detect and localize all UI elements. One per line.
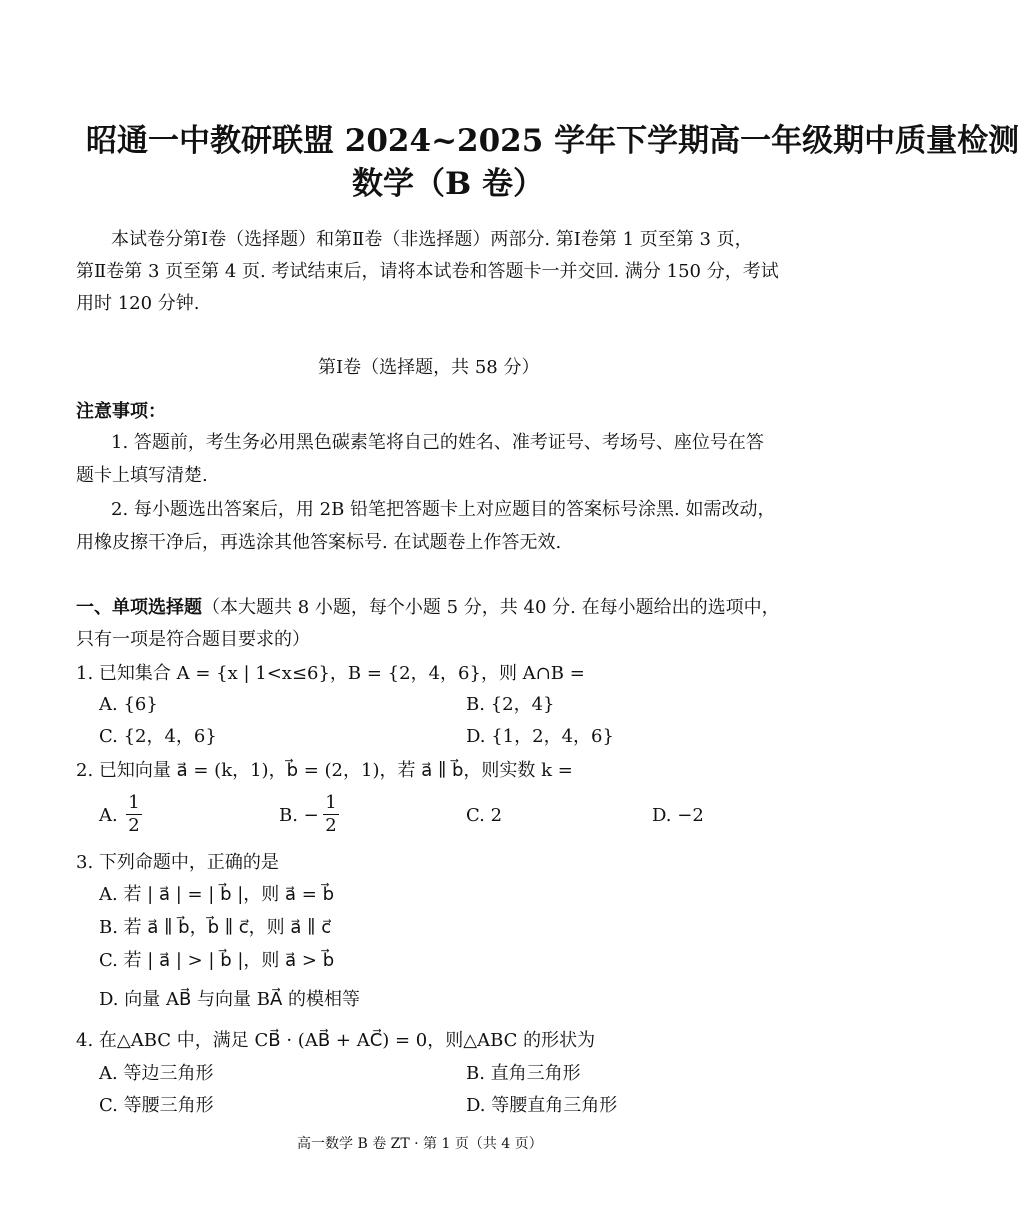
q4-option-d: D. 等腰直角三角形 <box>466 1095 618 1116</box>
intro-line2: 第Ⅱ卷第 3 页至第 4 页. 考试结束后，请将本试卷和答题卡一并交回. 满分 150 分，考试 <box>76 261 779 282</box>
q2-option-a-numerator: 1 <box>128 792 140 813</box>
q1-option-d: D. {1，2，4，6} <box>466 726 614 747</box>
q2-option-b-label: B. − <box>279 805 319 826</box>
section1-title: 第Ⅰ卷（选择题，共 58 分） <box>318 357 540 378</box>
intro-line1: 本试卷分第Ⅰ卷（选择题）和第Ⅱ卷（非选择题）两部分. 第Ⅰ卷第 1 页至第 3 页， <box>111 229 753 250</box>
q3-option-d: D. 向量 AB⃗ 与向量 BA⃗ 的模相等 <box>99 989 361 1010</box>
q2-option-d: D. −2 <box>652 805 704 826</box>
exam-title-line1: 昭通一中教研联盟 2024~2025 学年下学期高一年级期中质量检测 <box>86 123 1019 159</box>
q4-option-c: C. 等腰三角形 <box>99 1095 214 1116</box>
intro-line3: 用时 120 分钟. <box>76 293 200 314</box>
page-footer: 高一数学 B 卷 ZT · 第 1 页（共 4 页） <box>297 1136 543 1152</box>
notice-heading: 注意事项： <box>76 401 166 422</box>
q2-stem: 2. 已知向量 a⃗ = (k，1)，b⃗ = (2，1)，若 a⃗ ∥ b⃗，则实数 k = <box>76 760 573 781</box>
q1-option-b: B. {2，4} <box>466 694 555 715</box>
q2-option-b-denominator: 2 <box>325 815 337 836</box>
q1-option-c: C. {2，4，6} <box>99 726 217 747</box>
part1-heading-line1 <box>76 598 780 618</box>
q1-option-a: A. {6} <box>99 694 158 715</box>
q2-option-a-label: A. <box>99 805 118 826</box>
q3-option-a: A. 若 | a⃗ | = | b⃗ |，则 a⃗ = b⃗ <box>99 884 334 905</box>
q3-option-b: B. 若 a⃗ ∥ b⃗，b⃗ ∥ c⃗，则 a⃗ ∥ c⃗ <box>99 917 332 938</box>
part1-desc: （本大题共 8 小题，每个小题 5 分，共 40 分. 在每小题给出的选项中， <box>202 597 780 618</box>
notice-item2-line2: 用橡皮擦干净后，再选涂其他答案标号. 在试题卷上作答无效. <box>76 532 562 553</box>
q2-option-b-numerator: 1 <box>325 792 337 813</box>
exam-title-line2: 数学（B 卷） <box>352 166 544 202</box>
q2-option-a-fraction <box>126 793 142 836</box>
part1-desc-line2: 只有一项是符合题目要求的） <box>76 629 310 650</box>
q4-option-a: A. 等边三角形 <box>99 1063 214 1084</box>
q2-option-b-fraction <box>323 793 339 836</box>
q2-option-c: C. 2 <box>466 805 503 826</box>
notice-item1-line2: 题卡上填写清楚. <box>76 465 208 486</box>
notice-item1-line1: 1. 答题前，考生务必用黑色碳素笔将自己的姓名、准考证号、考场号、座位号在答 <box>111 432 764 453</box>
q3-stem: 3. 下列命题中，正确的是 <box>76 852 279 873</box>
q4-option-b: B. 直角三角形 <box>466 1063 581 1084</box>
notice-item2-line1: 2. 每小题选出答案后，用 2B 铅笔把答题卡上对应题目的答案标号涂黑. 如需改动， <box>111 499 776 520</box>
part1-heading: 一、单项选择题 <box>76 597 202 618</box>
q2-option-a-denominator: 2 <box>128 815 140 836</box>
q3-option-c: C. 若 | a⃗ | > | b⃗ |，则 a⃗ > b⃗ <box>99 950 335 971</box>
q4-stem: 4. 在△ABC 中，满足 CB⃗ · (AB⃗ + AC⃗) = 0，则△ABC 的形状为 <box>76 1030 596 1051</box>
q1-stem: 1. 已知集合 A = {x | 1<x≤6}，B = {2，4，6}，则 A∩B = <box>76 663 585 684</box>
